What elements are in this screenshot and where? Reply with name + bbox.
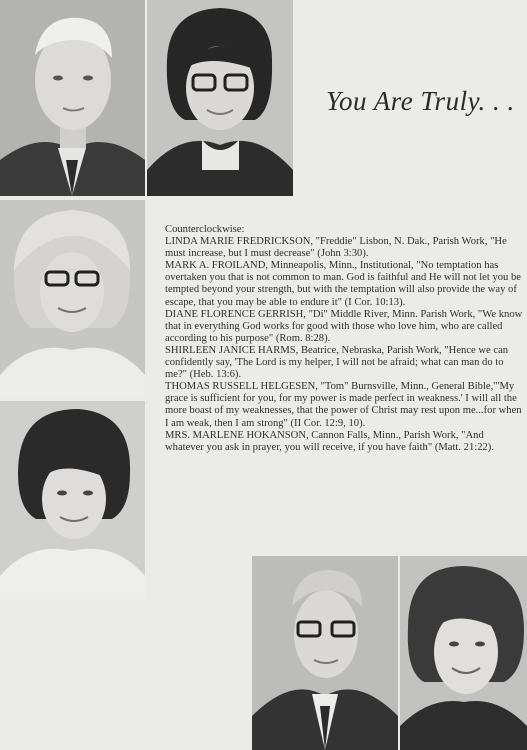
portrait-photo-young-man-glasses [252, 556, 398, 750]
caption-entry: THOMAS RUSSELL HELGESEN, "Tom" Burnsville, Minn., General Bible,'"My grace is sufficient for you, for my power is made perfect in weakness.' I will all the more boast of my weaknesses, that the power of Christ may rest upon me...for when I am weak, then I am strong" (II Cor. 12:9, 10). [165, 381, 522, 429]
caption-entry: SHIRLEEN JANICE HARMS, Beatrice, Nebraska, Parish Work, "Hence we can confidently say, 'The Lord is my helper, I will not be afraid; what can man do to me?" (Heb. 13:6). [165, 344, 509, 381]
caption-entry: DIANE FLORENCE GERRISH, "Di" Middle River, Minn. Parish Work, "We know that in everything God works for good with those who love him, who are called according to his purpose" (Rom. 8:28). [165, 308, 523, 344]
portrait-photo-woman-dark-bouffant [0, 401, 145, 598]
portrait-photo-woman-light-hair-glasses [0, 200, 145, 397]
caption-block [165, 224, 525, 454]
caption-entry: MARK A. FROILAND, Minneapolis, Minn., Institutional, "No temptation has overtaken you that is not common to man. God is faithful and He will not let you be tempted beyond your strength, but with the temptation will also provide the way of escape, that you may be able to endure it" (I Cor. 10:13). [165, 260, 522, 308]
portrait-photo-young-man-suit [0, 0, 145, 196]
caption-entry: MRS. MARLENE HOKANSON, Cannon Falls, Minn., Parish Work, "And whatever you ask in prayer, you will receive, if you have faith" (Matt. 21:22). [165, 429, 494, 453]
page-title: You Are Truly. . . [326, 86, 515, 116]
bleed-through-text [30, 632, 220, 652]
portrait-photo-woman-glasses-dark-hair [147, 0, 293, 196]
caption-entry: LINDA MARIE FREDRICKSON, "Freddie" Lisbon, N. Dak., Parish Work, "He must increase, but I must decrease" (John 3:30). [165, 236, 507, 260]
caption-intro: Counterclockwise: [165, 224, 245, 235]
portrait-photo-woman-dark-hair-smiling [400, 556, 527, 750]
